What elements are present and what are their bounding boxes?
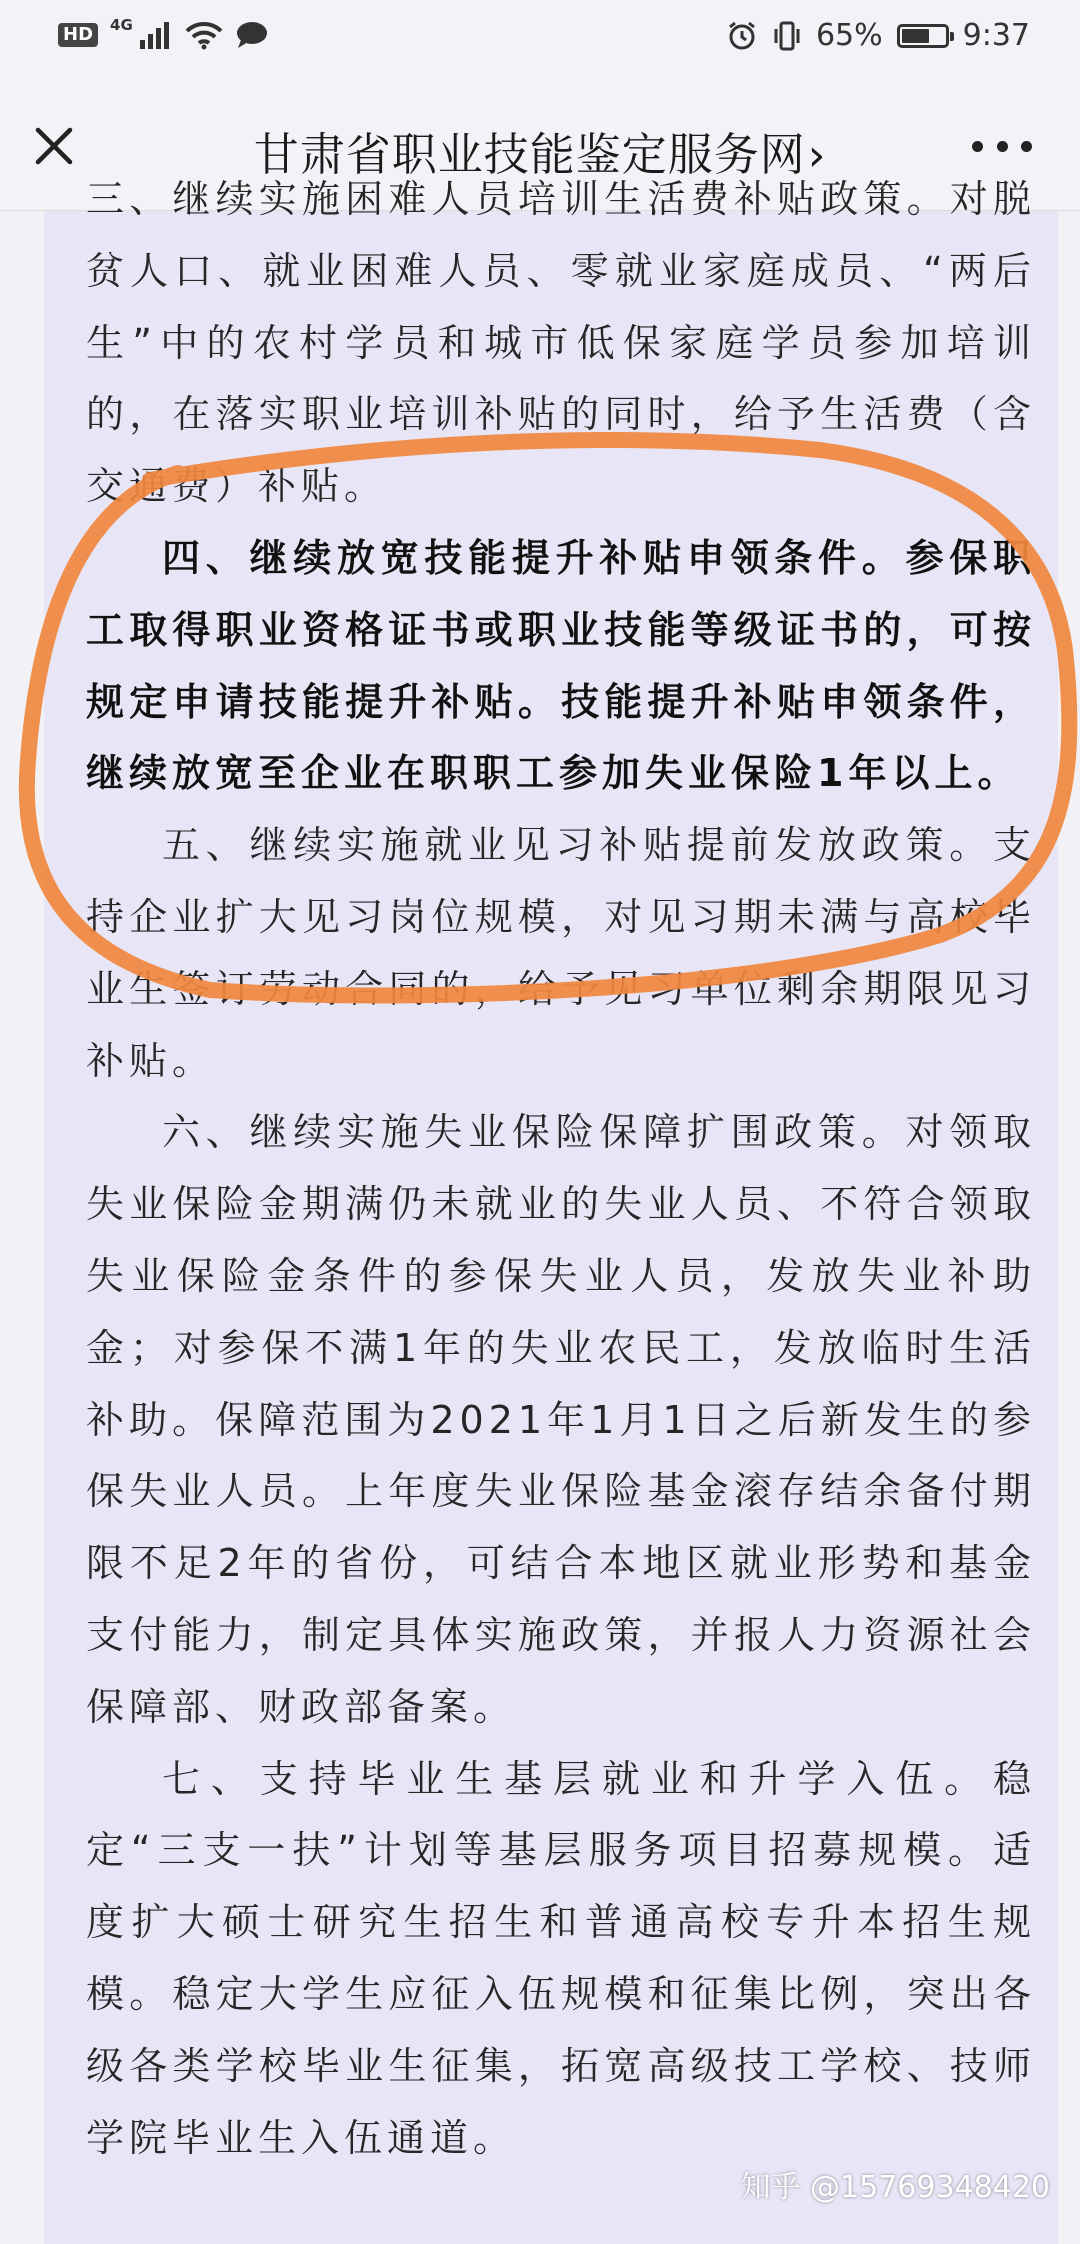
chevron-right-icon: ›: [807, 130, 827, 181]
page-title-text: 甘肃省职业技能鉴定服务网: [253, 128, 806, 181]
more-dot: [997, 141, 1008, 152]
more-dot: [1021, 141, 1032, 152]
article-paragraph: 三、继续实施困难人员培训生活费补贴政策。对脱贫人口、就业困难人员、零就业家庭成员、“两后生”中的农村学员和城市低保家庭学员参加培训的，在落实职业培训补贴的同时，给予生活费（含交通费）补贴。: [86, 177, 1036, 509]
article-body: [86, 164, 1036, 2174]
watermark: 知乎 @15769348420: [740, 2170, 1050, 2205]
article-paragraph: 七、支持毕业生基层就业和升学入伍。稳定“三支一扶”计划等基层服务项目招募规模。适度扩大硕士研究生招生和普通高校专升本招生规模。稳定大学生应征入伍规模和征集比例，突出各级各类学校毕业生征集，拓宽高级技工学校、技师学院毕业生入伍通道。: [86, 1756, 1036, 2160]
article-paragraph: 五、继续实施就业见习补贴提前发放政策。支持企业扩大见习岗位规模，对见习期未满与高校毕业生签订劳动合同的，给予见习单位剩余期限见习补贴。: [86, 823, 1036, 1083]
battery-level: [902, 29, 929, 43]
more-button[interactable]: [972, 124, 1032, 168]
clock: 9:37: [962, 18, 1030, 53]
battery-icon: [897, 24, 949, 48]
status-left: [58, 16, 269, 50]
article-paragraph-highlighted: 四、继续放宽技能提升补贴申领条件。参保职工取得职业资格证书或职业技能等级证书的，可按规定申请技能提升补贴。技能提升补贴申领条件，继续放宽至企业在职职工参加失业保险1年以上。: [86, 535, 1036, 796]
alarm-icon: [726, 20, 758, 52]
signal-icon: [139, 20, 173, 50]
battery-percent: 65%: [815, 18, 883, 53]
status-right: [726, 18, 1030, 53]
vibrate-icon: [772, 20, 802, 52]
wifi-icon: [185, 20, 223, 50]
article-paragraph: 六、继续实施失业保险保障扩围政策。对领取失业保险金期满仍未就业的失业人员、不符合领取失业保险金条件的参保失业人员，发放失业补助金；对参保不满1年的失业农民工，发放临时生活补助。保障范围为2021年1月1日之后新发生的参保失业人员。上年度失业保险基金滚存结余备付期限不足2年的省份，可结合本地区就业形势和基金支付能力，制定具体实施政策，并报人力资源社会保障部、财政部备案。: [86, 1110, 1036, 1729]
hd-badge: HD: [58, 23, 98, 47]
message-icon: [235, 20, 269, 50]
status-bar: [0, 0, 1080, 82]
article-panel: [44, 177, 1058, 2244]
network-type-label: 4G: [110, 16, 133, 34]
more-dot: [972, 141, 983, 152]
